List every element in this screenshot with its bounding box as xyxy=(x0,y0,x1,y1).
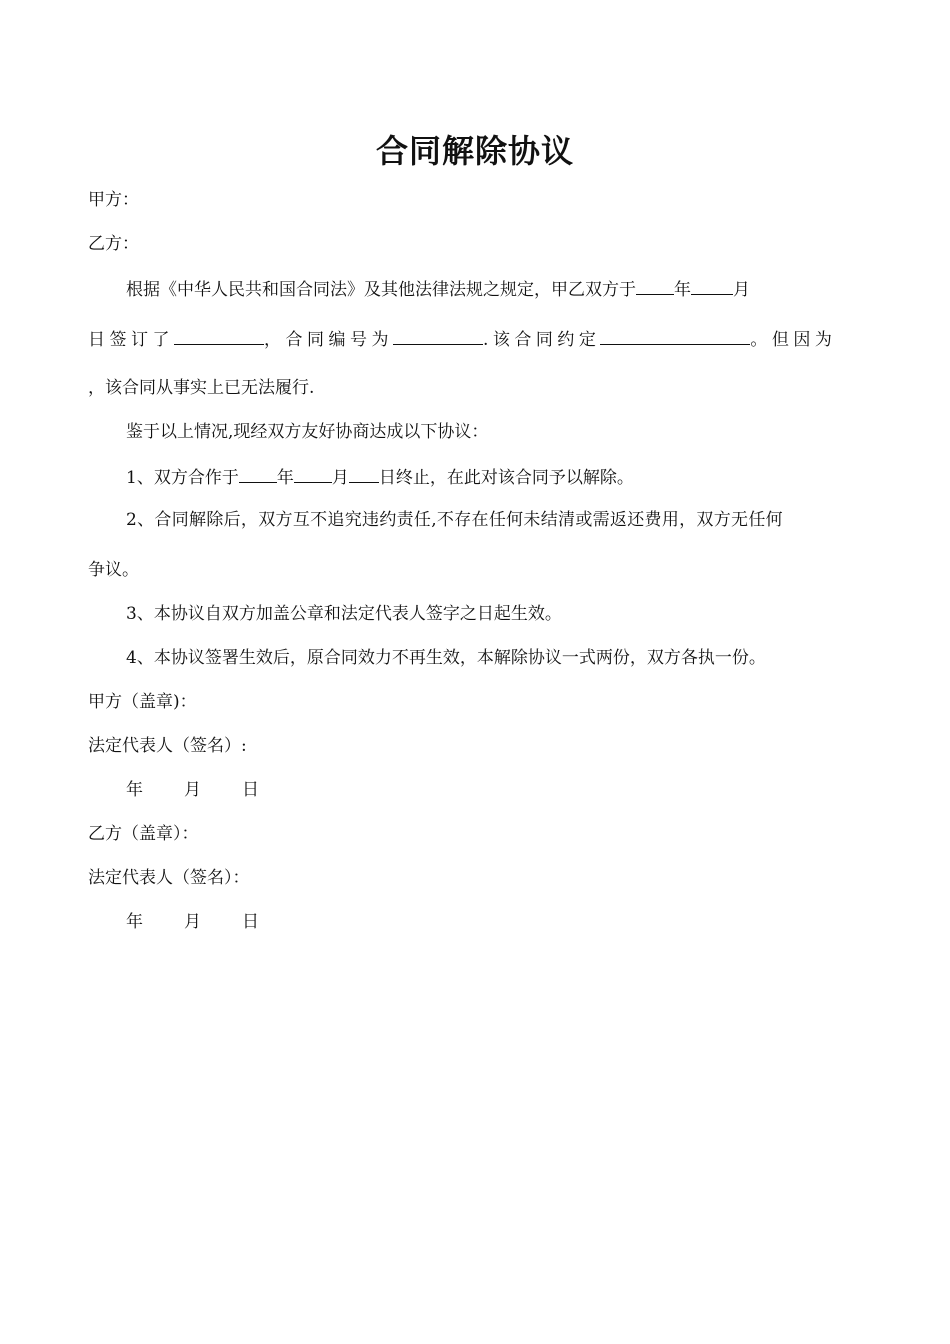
paragraph-2: 鉴于以上情况,现经双方友好协商达成以下协议： xyxy=(126,422,489,442)
p1-year: 年 xyxy=(674,280,691,300)
date-month: 月 xyxy=(184,912,201,932)
p1-month: 月 xyxy=(733,280,750,300)
party-b-date xyxy=(126,910,862,934)
p2-day-signed: 日签订了 xyxy=(88,330,174,350)
date-year: 年 xyxy=(126,780,143,800)
item1-month-blank xyxy=(294,464,332,483)
item1-year-blank xyxy=(239,464,277,483)
item1-prefix: 1、双方合作于 xyxy=(126,468,239,488)
item-4: 4、本协议签署生效后，原合同效力不再生效，本解除协议一式两份，双方各执一份。 xyxy=(126,648,766,668)
contract-number-blank xyxy=(393,326,483,345)
item1-year: 年 xyxy=(276,468,294,488)
item-2-line-1: 2、合同解除后，双方互不追究违约责任,不存在任何未结清或需返还费用，双方无任何 xyxy=(126,510,783,530)
party-a-representative: 法定代表人（签名）: xyxy=(88,736,247,756)
p2-but: 。但因为 xyxy=(750,330,837,350)
item-3: 3、本协议自双方加盖公章和法定代表人签字之日起生效。 xyxy=(126,604,562,624)
p2-agreed: .该合同约定 xyxy=(483,330,601,350)
item1-day-blank xyxy=(349,464,379,483)
item1-month: 月 xyxy=(331,468,349,488)
party-b-representative: 法定代表人（签名）： xyxy=(88,868,250,888)
party-b-seal: 乙方（盖章）： xyxy=(88,824,199,844)
item-2-line-2: 争议。 xyxy=(88,560,139,580)
paragraph-1-line-1 xyxy=(88,276,862,302)
paragraph-1-line-2 xyxy=(88,326,862,352)
date-year: 年 xyxy=(126,912,143,932)
month-blank xyxy=(691,276,733,295)
year-blank xyxy=(636,276,674,295)
contract-name-blank xyxy=(174,326,264,345)
item1-suffix: 日终止，在此对该合同予以解除。 xyxy=(378,468,634,488)
document-title: 合同解除协议 xyxy=(375,132,574,170)
date-month: 月 xyxy=(184,780,201,800)
date-day: 日 xyxy=(242,780,259,800)
party-a-line: 甲方： xyxy=(88,190,139,210)
p1-prefix: 根据《中华人民共和国合同法》及其他法律法规之规定，甲乙双方于 xyxy=(126,280,636,300)
party-a-date xyxy=(126,778,862,802)
party-a-seal: 甲方（盖章)： xyxy=(88,692,197,712)
p2-contract-no: ，合同编号为 xyxy=(264,330,393,350)
date-day: 日 xyxy=(242,912,259,932)
paragraph-1-line-3: ，该合同从事实上已无法履行. xyxy=(88,378,315,398)
item-1 xyxy=(88,464,862,490)
party-b-line: 乙方： xyxy=(88,234,139,254)
contract-terms-blank xyxy=(600,326,750,345)
